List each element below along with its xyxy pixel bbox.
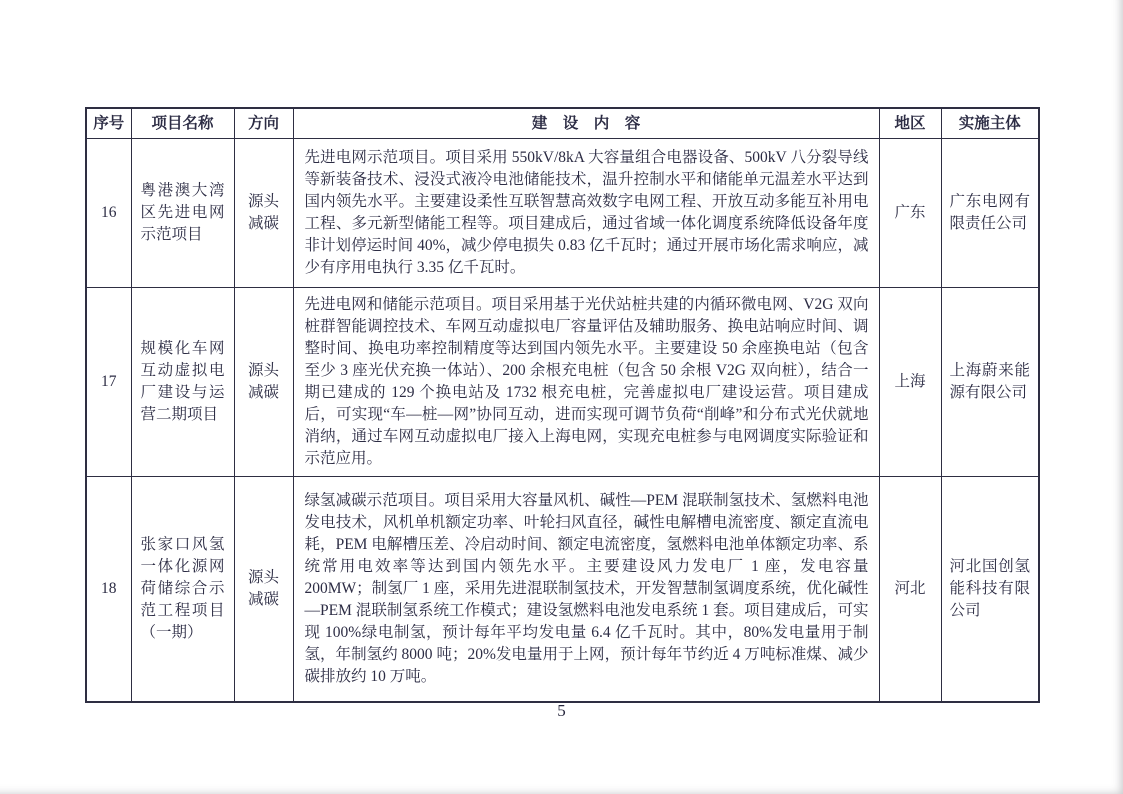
col-header-index: 序号 xyxy=(86,108,131,139)
region-cell: 上海 xyxy=(879,288,941,477)
table-row xyxy=(86,477,1039,702)
projects-table xyxy=(85,107,1040,703)
row-index: 16 xyxy=(86,139,131,288)
region-cell: 河北 xyxy=(879,477,941,702)
direction-cell: 源头减碳 xyxy=(234,288,293,477)
entity-cell: 广东电网有限责任公司 xyxy=(941,139,1039,288)
col-header-content: 建 设 内 容 xyxy=(293,108,879,139)
col-header-project-name: 项目名称 xyxy=(131,108,234,139)
content-cell: 绿氢减碳示范项目。项目采用大容量风机、碱性—PEM 混联制氢技术、氢燃料电池发电技术，风机单机额定功率、叶轮扫风直径，碱性电解槽电流密度、额定直流电耗，PEM 电解槽压差、冷启动时间、额定电流密度，氢燃料电池单体额定功率、系统常用电效率等达到国内领先水平。主要建设风力发电厂 1 座，发电容量 200MW；制氢厂 1 座，采用先进混联制氢技术，开发智慧制氢调度系统，优化碱性—PEM 混联制氢系统工作模式；建设氢燃料电池发电系统 1 套。项目建成后，可实现 100%绿电制氢，预计每年平均发电量 6.4 亿千瓦时。其中，80%发电量用于制氢，年制氢约 8000 吨；20%发电量用于上网，预计每年节约近 4 万吨标准煤、减少碳排放约 10 万吨。 xyxy=(293,477,879,702)
col-header-direction: 方向 xyxy=(234,108,293,139)
project-name-cell: 粤港澳大湾区先进电网示范项目 xyxy=(131,139,234,288)
row-index: 17 xyxy=(86,288,131,477)
direction-cell: 源头减碳 xyxy=(234,477,293,702)
table-row xyxy=(86,139,1039,288)
content-cell: 先进电网示范项目。项目采用 550kV/8kA 大容量组合电器设备、500kV 八分裂导线等新装备技术、浸没式液冷电池储能技术，温升控制水平和储能单元温差水平达到国内领先水平。主要建设柔性互联智慧高效数字电网工程、开放互动多能互补用电工程、多元新型储能工程等。项目建成后，通过省域一体化调度系统降低设备年度非计划停运时间 40%，减少停电损失 0.83 亿千瓦时；通过开展市场化需求响应，减少有序用电执行 3.35 亿千瓦时。 xyxy=(293,139,879,288)
table-header-row xyxy=(86,108,1039,139)
entity-cell: 河北国创氢能科技有限公司 xyxy=(941,477,1039,702)
col-header-region: 地区 xyxy=(879,108,941,139)
col-header-entity: 实施主体 xyxy=(941,108,1039,139)
table-row xyxy=(86,288,1039,477)
page-number: 5 xyxy=(557,701,566,720)
project-name-cell: 张家口风氢一体化源网荷储综合示范工程项目（一期） xyxy=(131,477,234,702)
entity-cell: 上海蔚来能源有限公司 xyxy=(941,288,1039,477)
region-cell: 广东 xyxy=(879,139,941,288)
row-index: 18 xyxy=(86,477,131,702)
direction-cell: 源头减碳 xyxy=(234,139,293,288)
content-cell: 先进电网和储能示范项目。项目采用基于光伏站桩共建的内循环微电网、V2G 双向桩群智能调控技术、车网互动虚拟电厂容量评估及辅助服务、换电站响应时间、调整时间、换电功率控制精度等达到国内领先水平。主要建设 50 余座换电站（包含至少 3 座光伏充换一体站）、200 余根充电桩（包含 50 余根 V2G 双向桩），结合一期已建成的 129 个换电站及 1732 根充电桩，完善虚拟电厂建设运营。项目建成后，可实现“车—桩—网”协同互动，进而实现可调节负荷“削峰”和分布式光伏就地消纳，通过车网互动虚拟电厂接入上海电网，实现充电桩参与电网调度实际验证和示范应用。 xyxy=(293,288,879,477)
project-name-cell: 规模化车网互动虚拟电厂建设与运营二期项目 xyxy=(131,288,234,477)
